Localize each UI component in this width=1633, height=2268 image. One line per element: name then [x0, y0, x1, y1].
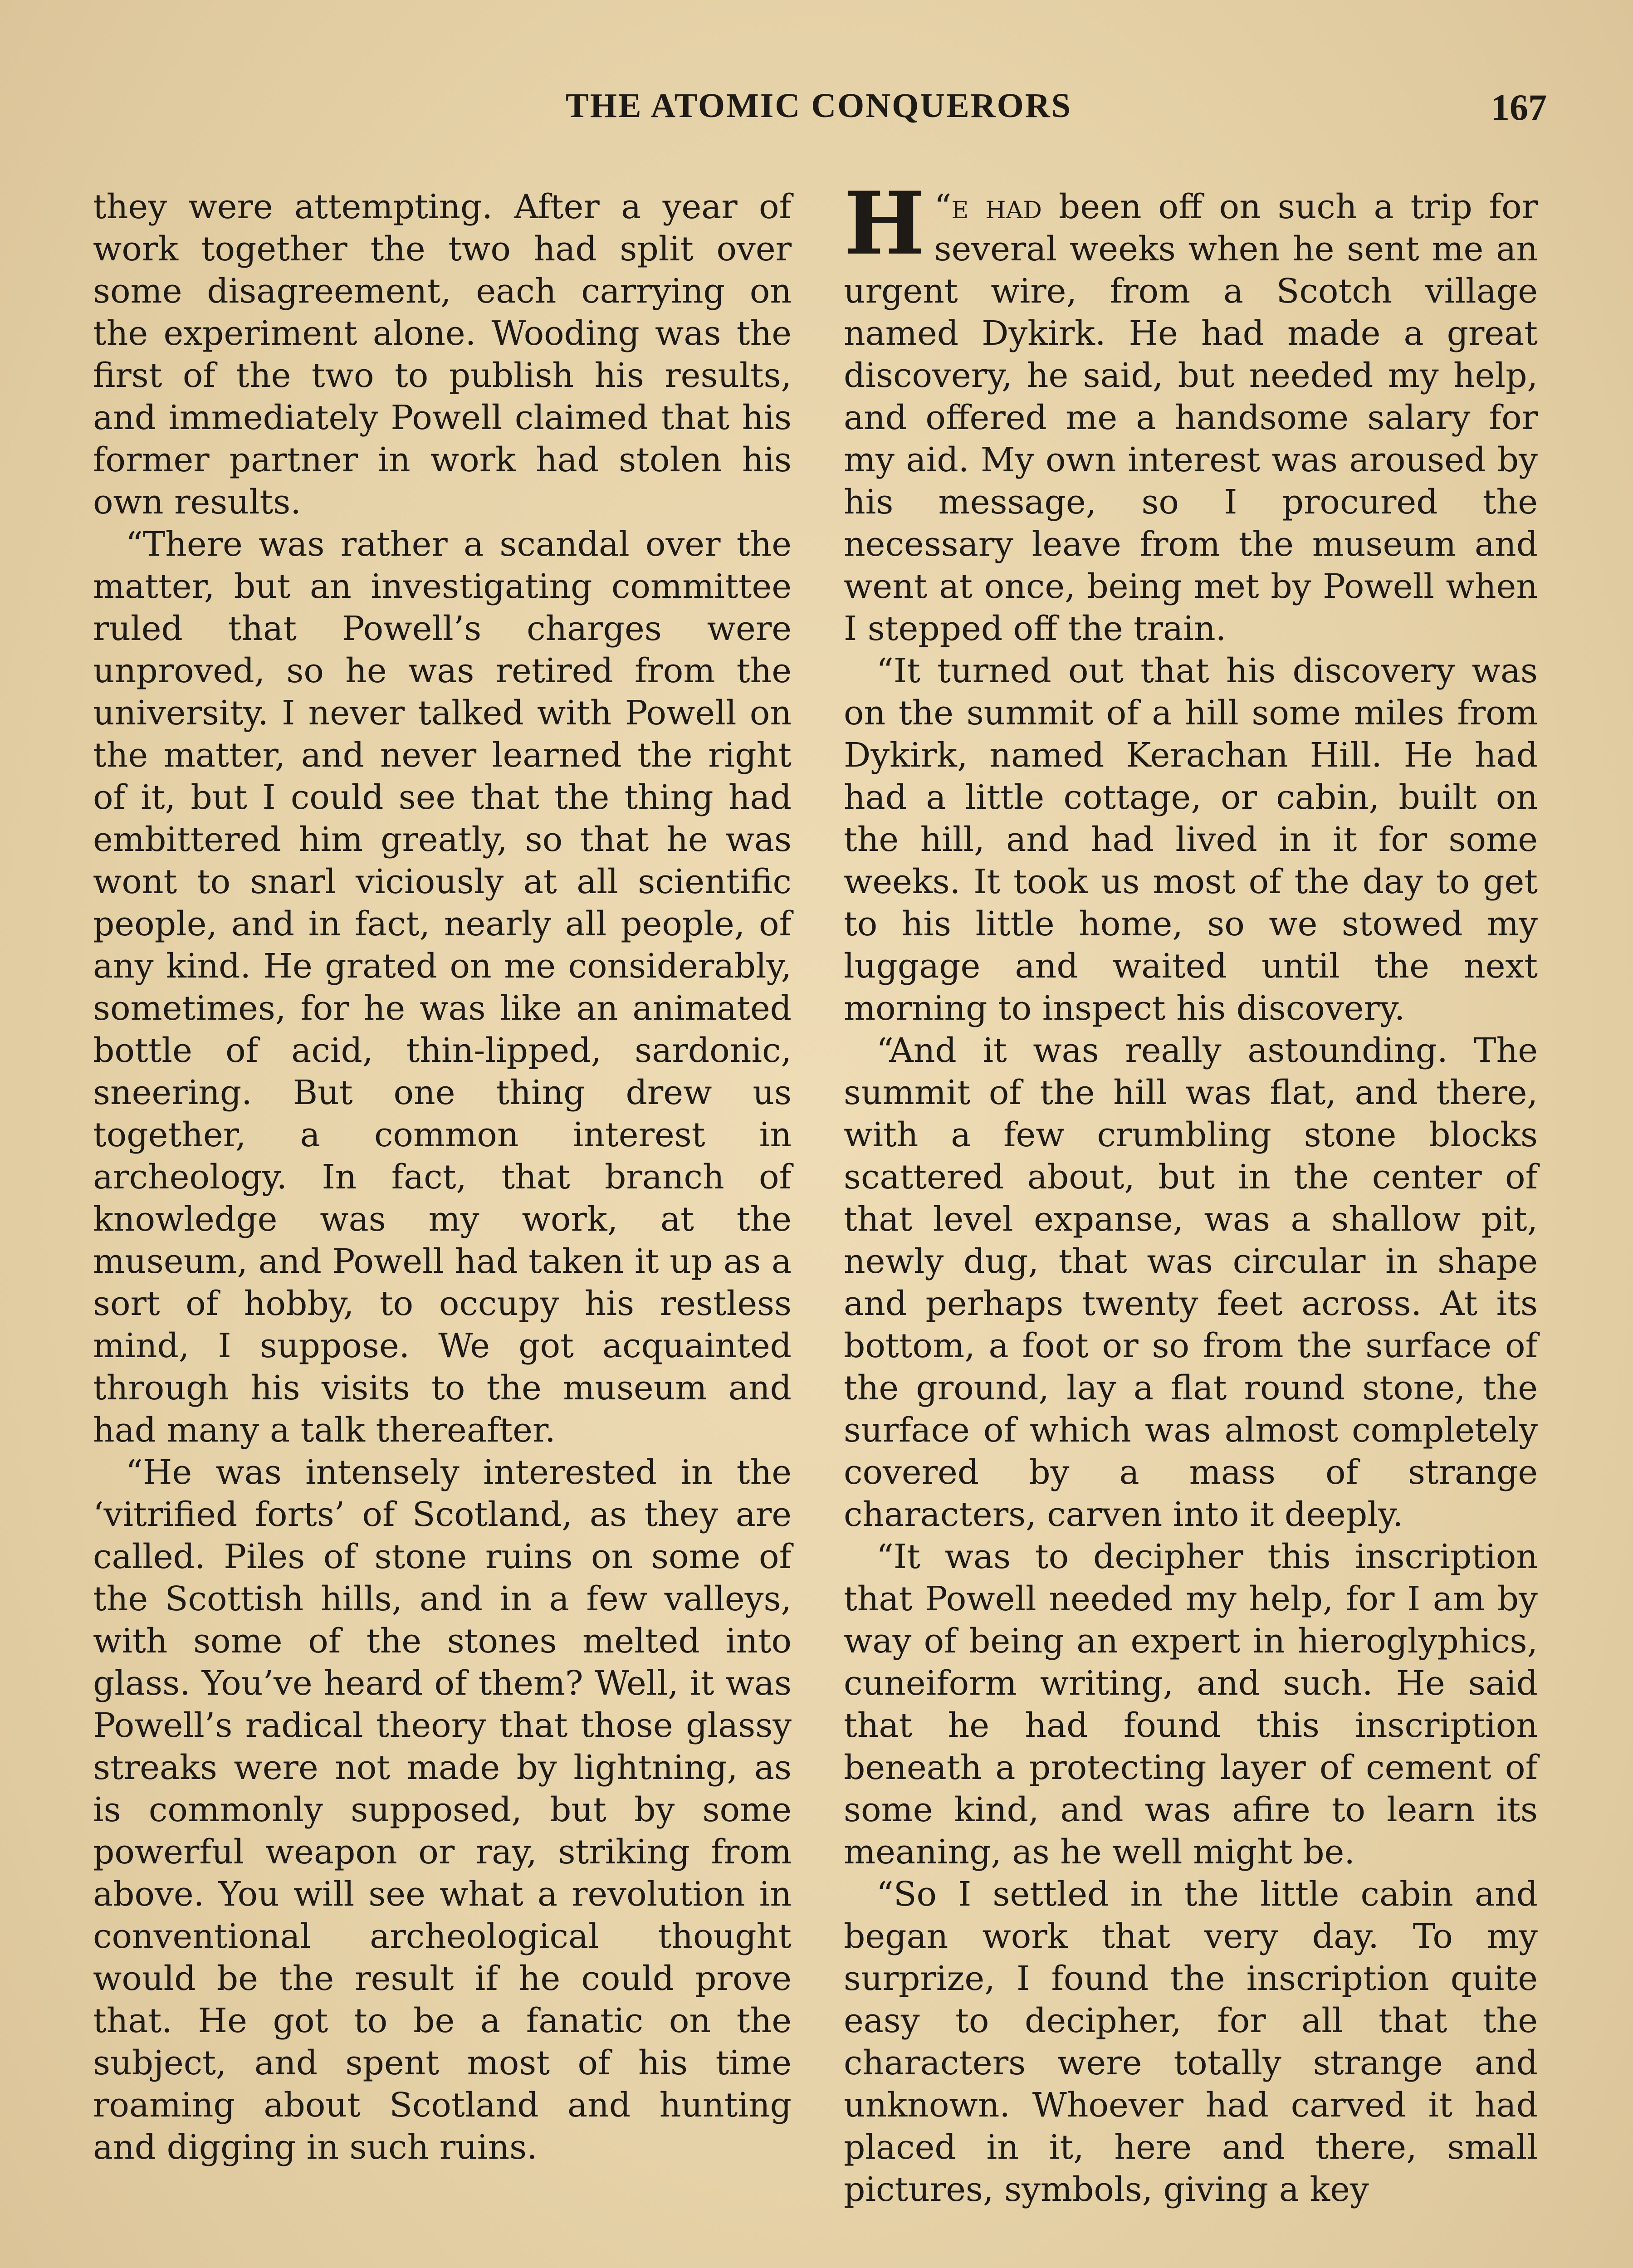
opening-quote: “: [934, 187, 952, 226]
story-title: THE ATOMIC CONQUERORS: [566, 87, 1072, 125]
drop-cap-letter: H: [844, 173, 925, 274]
running-header: [91, 86, 1547, 136]
paragraph: “And it was really astounding. The summit of the hill was flat, and there, with a few crumbling stone blocks scattered about, but in the center of that level expanse, was a shallow pit, newly dug, that was circular in shape and perhaps twenty feet across. At its bottom, a foot or so from the surface of the ground, lay a flat round stone, the surface of which was almost completely covered by a mass of strange characters, carven into it deeply.: [844, 1031, 1538, 1534]
paragraph: “He was intensely interested in the ‘vitrified forts’ of Scotland, as they are called. Piles of stone ruins on some of the Scottish hills, and in a few valleys, with some of the stones melted into glass. You’ve heard of them? Well, it was Powell’s radical theory that those glassy streaks were not made by lightning, as is commonly supposed, but by some powerful weapon or ray, striking from above. You will see what a revolution in conventional archeological thought would be the result if he could prove that. He got to be a fanatic on the subject, and spent most of his time roaming about Scotland and hunting and digging in such ruins.: [93, 1453, 792, 2167]
paragraph: “There was rather a scandal over the matter, but an investigating committee ruled that Powell’s charges were unproved, so he was retired from the university. I never talked with Powell on the matter, and never learned the right of it, but I could see that the thing had embittered him greatly, so that he was wont to snarl viciously at all scientific people, and in fact, nearly all people, of any kind. He grated on me considerably, sometimes, for he was like an animated bottle of acid, thin-lipped, sardonic, sneering. But one thing drew us together, a common interest in archeology. In fact, that branch of knowledge was my work, at the museum, and Powell had taken it up as a sort of hobby, to occupy his restless mind, I suppose. We got acquainted through his visits to the museum and had many a talk thereafter.: [93, 525, 792, 1450]
left-column: [93, 186, 792, 2169]
right-column: [844, 173, 1538, 2211]
paragraph: “So I settled in the little cabin and began work that very day. To my surprize, I found the inscription quite easy to decipher, for all that the characters were totally strange and unknown. Whoever had carved it had placed in it, here and there, small pictures, symbols, giving a key: [844, 1875, 1538, 2209]
paragraph: they were attempting. After a year of work together the two had split over some disagreement, each carrying on the experiment alone. Wooding was the first of the two to publish his results, and immediately Powell claimed that his former partner in work had stolen his own results.: [93, 187, 792, 522]
small-caps-lead: e had: [951, 187, 1042, 226]
paragraph: “It was to decipher this inscription that Powell needed my help, for I am by way of being an expert in hieroglyphics, cuneiform writing, and such. He said that he had found this inscription beneath a protecting layer of cement of some kind, and was afire to learn its meaning, as he well might be.: [844, 1537, 1538, 1872]
opening-paragraph-text: been off on such a trip for several weeks when he sent me an urgent wire, from a Scotch village named Dykirk. He had made a great discovery, he said, but needed my help, and offered me a handsome salary for my aid. My own interest was aroused by his message, so I procured the necessary leave from the museum and went at once, being met by Powell when I stepped off the train.: [844, 187, 1538, 648]
paragraph: “It turned out that his discovery was on the summit of a hill some miles from Dykirk, named Kerachan Hill. He had had a little cottage, or cabin, built on the hill, and had lived in it for some weeks. It took us most of the day to get to his little home, so we stowed my luggage and waited until the next morning to inspect his discovery.: [844, 651, 1538, 1028]
page-number: 167: [1491, 87, 1547, 128]
opening-paragraph: [844, 173, 1538, 650]
